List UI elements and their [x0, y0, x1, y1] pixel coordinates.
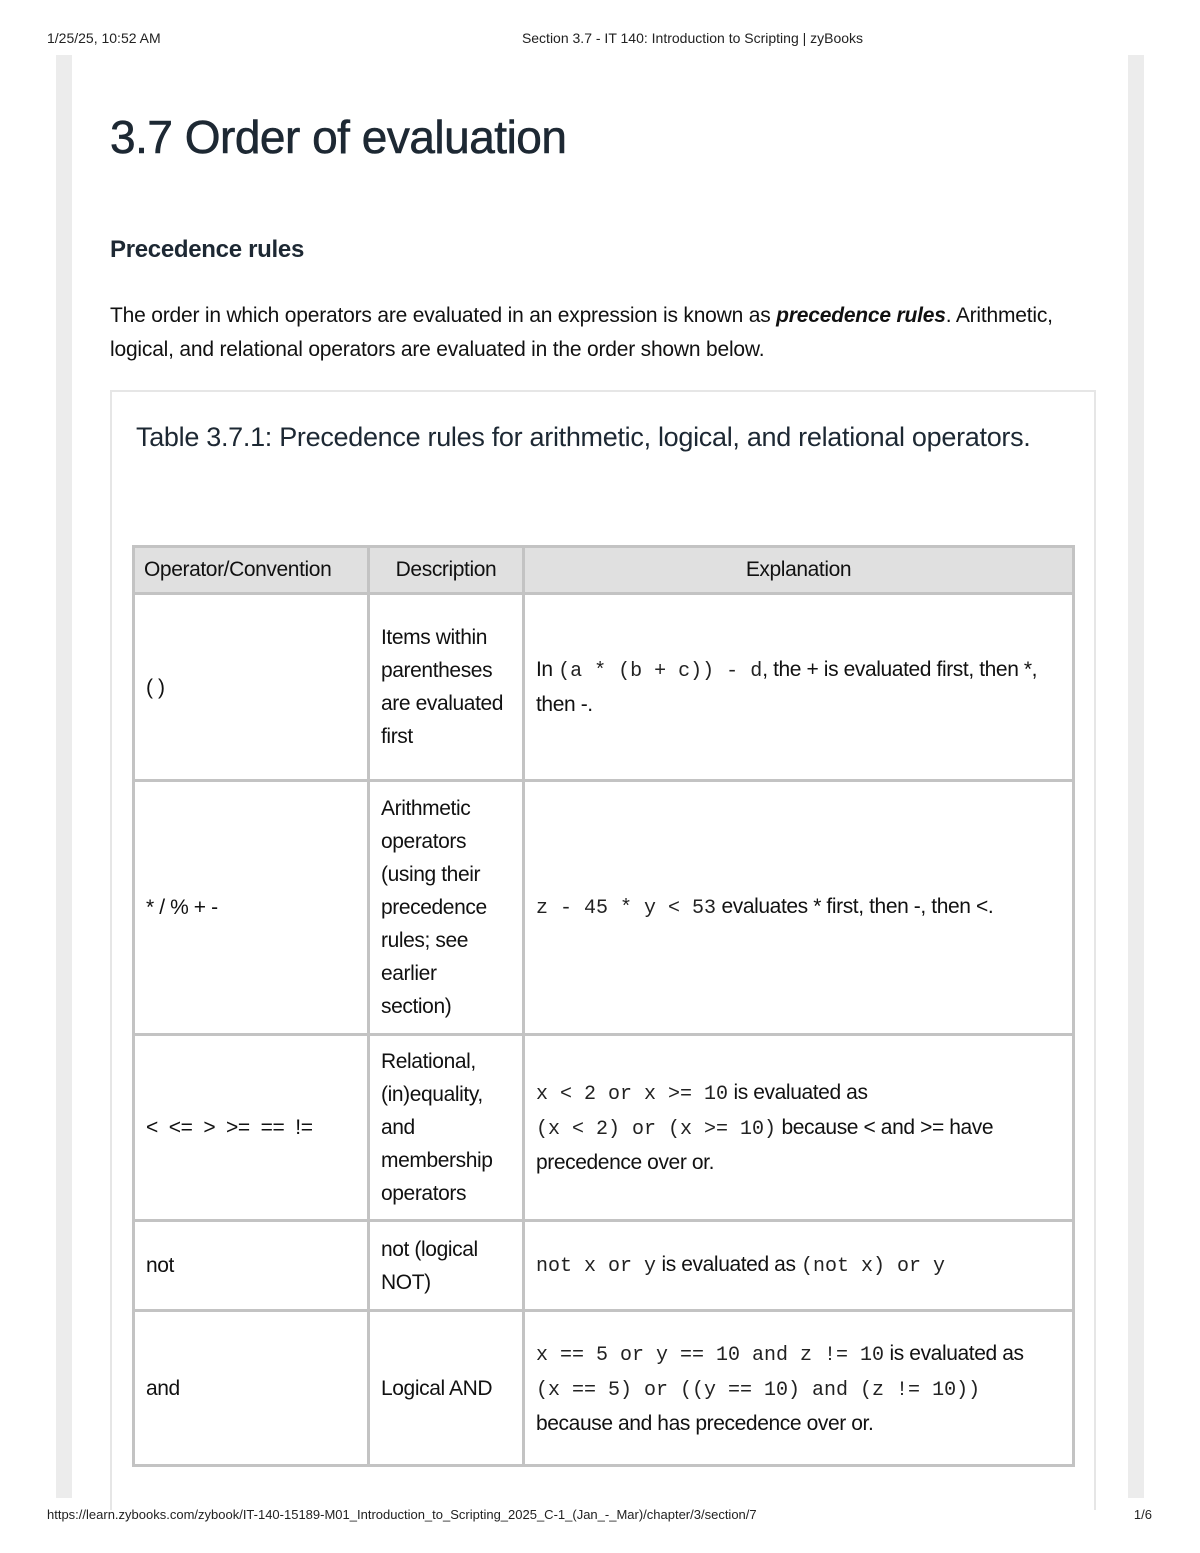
explanation-cell [524, 594, 1074, 781]
precedence-rules-term: precedence rules [776, 304, 946, 327]
operator-cell: not [134, 1221, 369, 1311]
explanation-cell [524, 1311, 1074, 1466]
explanation-text: is evaluated as [656, 1253, 801, 1276]
inline-code: (x == 5) or ((y == 10) and (z != 10)) [536, 1378, 981, 1402]
description-cell: not (logical NOT) [369, 1221, 524, 1311]
description-cell: Items within parentheses are evaluated first [369, 594, 524, 781]
inline-code: x == 5 or y == 10 and z != 10 [536, 1343, 885, 1367]
table-caption: Table 3.7.1: Precedence rules for arithmetic, logical, and relational operators. [136, 422, 1031, 452]
left-gutter [56, 55, 72, 1498]
inline-code: not x or y [536, 1255, 657, 1278]
column-header-description: Description [369, 547, 524, 594]
explanation-text: is evaluated as [728, 1081, 868, 1104]
print-url: https://learn.zybooks.com/zybook/IT-140-15189-M01_Introduction_to_Scripting_2025_C-1_(Jan_-_Mar)/chapter/3/section/7 [47, 1507, 757, 1522]
precedence-rules-heading: Precedence rules [110, 236, 304, 263]
table-row [134, 1311, 1074, 1466]
table-row [134, 1035, 1074, 1221]
inline-code: z - 45 * y < 53 [536, 897, 717, 920]
explanation-cell [524, 781, 1074, 1035]
operator-cell: < <= > >= == != [134, 1035, 369, 1221]
explanation-text: evaluates * first, then -, then <. [716, 895, 994, 918]
right-gutter [1128, 55, 1144, 1498]
section-title: 3.7 Order of evaluation [110, 111, 567, 163]
print-page-title: Section 3.7 - IT 140: Introduction to Scripting | zyBooks [521, 30, 864, 46]
column-header-explanation: Explanation [524, 547, 1074, 594]
table-row [134, 594, 1074, 781]
print-header [0, 30, 1200, 50]
print-footer [0, 1507, 1200, 1527]
precedence-table-card [110, 390, 1096, 1510]
intro-paragraph: The order in which operators are evaluated in an expression is known as precedence rules. Arithmetic, logical, and relational operators are evaluated in the order shown below. [110, 304, 1053, 361]
inline-code: (x < 2) or (x >= 10) [536, 1118, 777, 1141]
table-row [134, 1221, 1074, 1311]
explanation-text: because < and >= have precedence over or. [536, 1116, 994, 1174]
operator-cell: and [134, 1311, 369, 1466]
table-header-row [134, 547, 1074, 594]
explanation-cell [524, 1035, 1074, 1221]
explanation-text: because and has precedence over or. [536, 1411, 874, 1435]
operator-cell: * / % + - [134, 781, 369, 1035]
explanation-text: , the + is evaluated first, then *, then -. [536, 658, 1038, 716]
inline-code: (a * (b + c)) - d [558, 660, 763, 683]
explanation-cell [524, 1221, 1074, 1311]
description-cell: Logical AND [369, 1311, 524, 1466]
inline-code: x < 2 or x >= 10 [536, 1083, 729, 1106]
description-cell: Arithmetic operators (using their precedence rules; see earlier section) [369, 781, 524, 1035]
operator-cell: ( ) [134, 594, 369, 781]
table-row [134, 781, 1074, 1035]
explanation-text: is evaluated as [884, 1341, 1024, 1365]
precedence-table [132, 545, 1075, 1467]
explanation-text: In [536, 658, 559, 681]
print-datetime: 1/25/25, 10:52 AM [47, 30, 161, 46]
column-header-operator: Operator/Convention [134, 547, 369, 594]
description-cell: Relational, (in)equality, and membership operators [369, 1035, 524, 1221]
page-number: 1/6 [1133, 1507, 1152, 1522]
inline-code: (not x) or y [801, 1255, 946, 1278]
